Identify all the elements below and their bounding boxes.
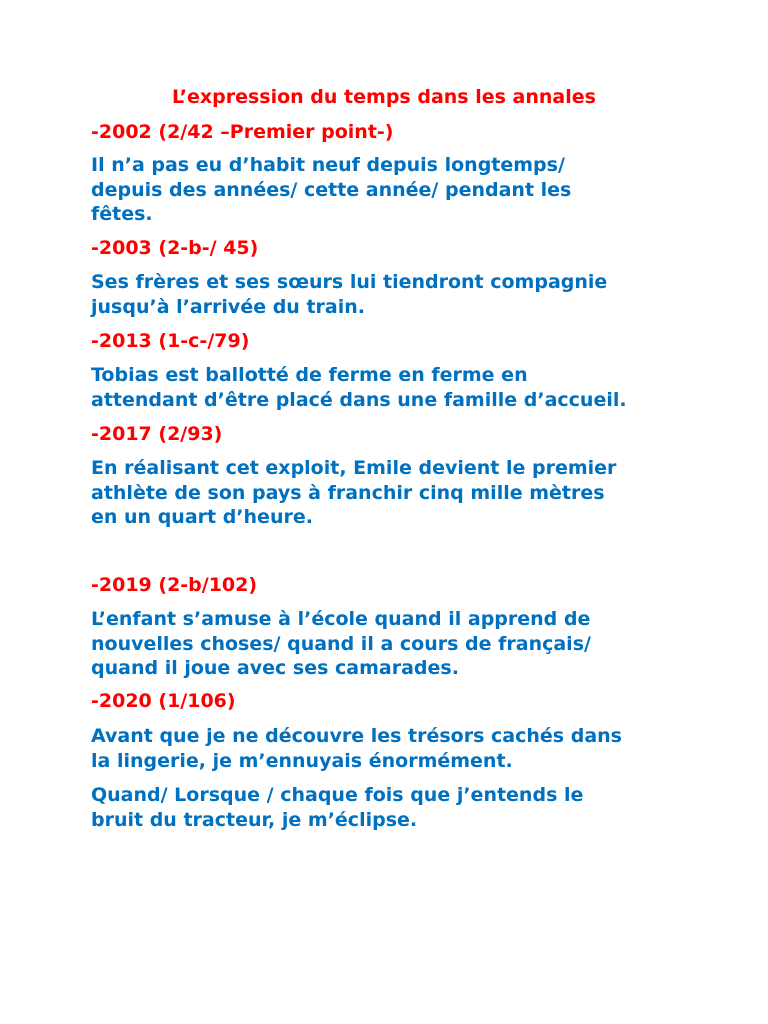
document-title: L’expression du temps dans les annales [172,86,596,108]
text-line: depuis des années/ cette année/ pendant les [91,178,572,201]
text-line: Ses frères et ses sœurs lui tiendront compagnie [91,271,608,293]
text-line: bruit du tracteur, je m’éclipse. [91,808,418,831]
text-line: jusqu’à l’arrivée du train. [91,295,365,318]
section-text-2019 [91,607,731,681]
text-line: athlète de son pays à franchir cinq mille mètres [91,481,605,504]
text-line: En réalisant cet exploit, Emile devient le premier [91,457,617,479]
section-heading-2020: -2020 (1/106) [91,690,236,712]
section-heading-2017: -2017 (2/93) [91,423,223,445]
section-heading-2002: -2002 (2/42 –Premier point-) [91,121,394,143]
section-heading-2013: -2013 (1-c-/79) [91,330,250,352]
section-text-2020-b [91,783,731,832]
text-line: en un quart d’heure. [91,506,313,528]
section-heading-2019: -2019 (2-b/102) [91,574,258,596]
section-text-2003 [91,270,731,319]
section-text-2002 [91,153,731,227]
text-line: quand il joue avec ses camarades. [91,657,459,679]
text-line: fêtes. [91,203,153,225]
text-line: Quand/ Lorsque / chaque fois que j’entends le [91,784,584,806]
section-text-2017 [91,456,731,530]
section-text-2020-a [91,724,731,773]
section-text-2013 [91,363,731,412]
text-line: Avant que je ne découvre les trésors cachés dans [91,725,622,747]
text-line: attendant d’être placé dans une famille d’accueil. [91,388,627,411]
text-line: Tobias est ballotté de ferme en ferme en [91,364,528,386]
text-line: la lingerie, je m’ennuyais énormément. [91,749,513,772]
text-line: nouvelles choses/ quand il a cours de français/ [91,632,591,655]
section-heading-2003: -2003 (2-b-/ 45) [91,237,259,259]
text-line: L’enfant s’amuse à l’école quand il apprend de [91,608,591,630]
text-line: Il n’a pas eu d’habit neuf depuis longtemps/ [91,154,565,176]
